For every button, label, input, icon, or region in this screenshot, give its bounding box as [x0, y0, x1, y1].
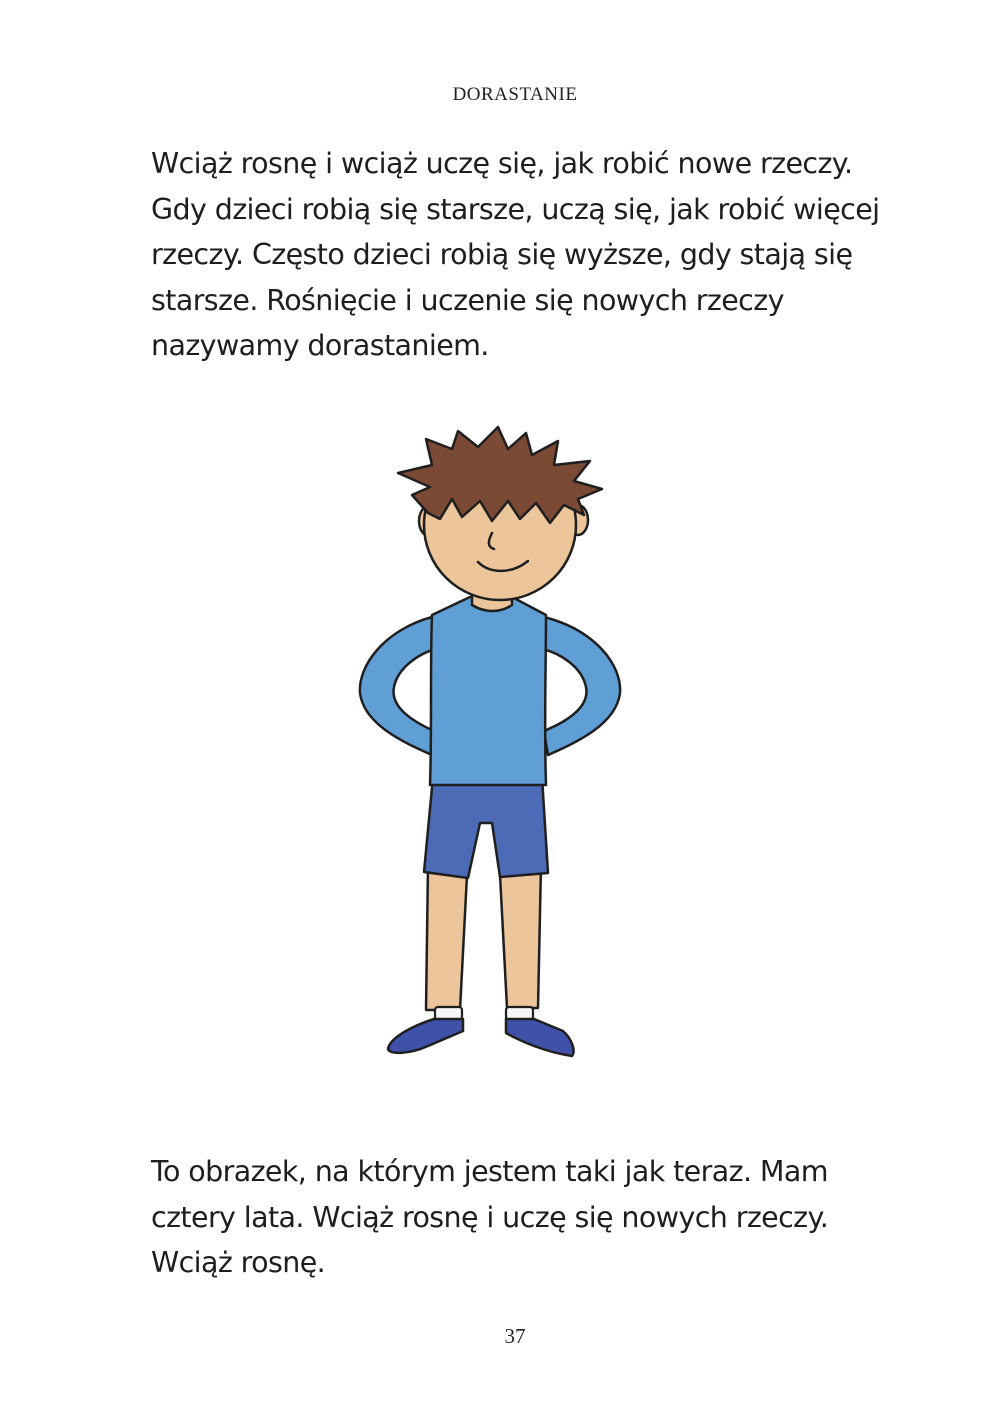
- text-line: Wciąż rosnę i wciąż uczę się, jak robić nowe rzeczy.: [151, 147, 853, 180]
- boy-illustration: [340, 425, 640, 1075]
- text-line: To obrazek, na którym jestem taki jak teraz. Mam: [151, 1155, 828, 1188]
- hair: [398, 427, 602, 523]
- left-leg: [426, 865, 467, 1010]
- text-line: Gdy dzieci robią się starsze, uczą się, jak robić więcej: [151, 192, 880, 226]
- shorts: [424, 777, 548, 878]
- text-line: cztery lata. Wciąż rosnę i uczę się nowych rzeczy.: [151, 1200, 829, 1234]
- page-number: 37: [504, 1324, 526, 1348]
- text-line: rzeczy. Często dzieci robią się wyższe, gdy stają się: [151, 238, 853, 271]
- legs: [426, 865, 541, 1010]
- paragraph-caption: [151, 1149, 891, 1286]
- left-shoe: [388, 1019, 463, 1053]
- text-line: nazywamy dorastaniem.: [151, 329, 489, 362]
- text-line: Wciąż rosnę.: [151, 1246, 326, 1279]
- text-line: starsze. Rośnięcie i uczenie się nowych rzeczy: [151, 283, 784, 317]
- left-arm: [360, 617, 436, 755]
- running-head: DORASTANIE: [452, 84, 578, 105]
- shirt: [430, 597, 546, 785]
- right-shoe: [506, 1019, 574, 1056]
- shoes: [388, 1019, 574, 1056]
- paragraph-intro: [151, 141, 891, 369]
- right-leg: [500, 865, 541, 1008]
- right-arm: [542, 617, 620, 755]
